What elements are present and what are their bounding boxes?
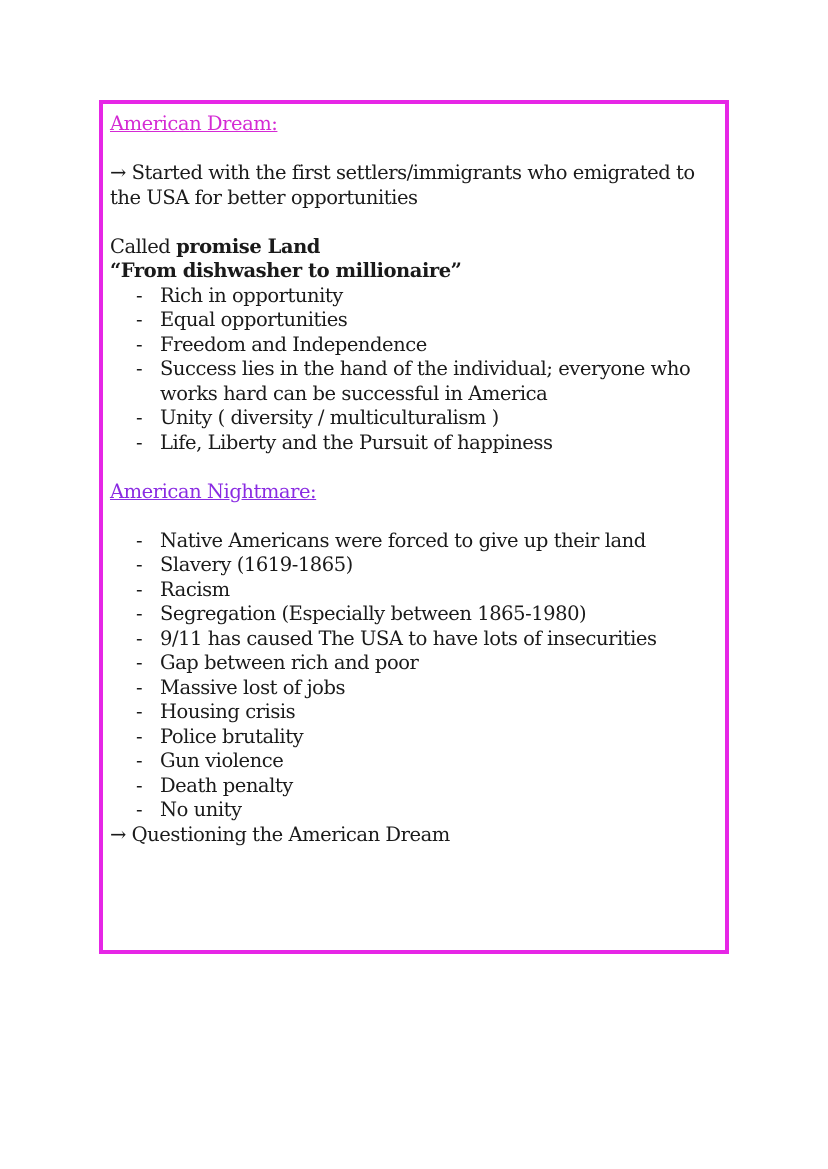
document-frame xyxy=(99,100,729,954)
list-item: - Massive lost of jobs xyxy=(160,676,719,701)
list-item: - Native Americans were forced to give up their land xyxy=(160,529,719,554)
american-dream-heading: American Dream: xyxy=(110,112,278,135)
dream-quote-text: “From dishwasher to millionaire” xyxy=(110,259,462,282)
list-item: - Rich in opportunity xyxy=(160,284,719,309)
dream-quote xyxy=(110,259,719,284)
american-nightmare-heading: American Nightmare: xyxy=(110,479,317,503)
nightmare-list xyxy=(110,529,719,823)
spacer xyxy=(110,137,719,162)
dream-intro-line-1: → Started with the first settlers/immigrants who emigrated to xyxy=(110,161,695,184)
list-item: - Gap between rich and poor xyxy=(160,651,719,676)
dream-intro-line-2: the USA for better opportunities xyxy=(110,185,418,209)
spacer xyxy=(110,504,719,529)
nightmare-conclusion: → Questioning the American Dream xyxy=(110,822,450,846)
list-item: - Police brutality xyxy=(160,725,719,750)
list-item: - Unity ( diversity / multiculturalism ) xyxy=(160,406,719,431)
list-item: - Freedom and Independence xyxy=(160,333,719,358)
notes-content xyxy=(110,112,719,847)
called-prefix: Called xyxy=(110,234,177,258)
list-item: - Gun violence xyxy=(160,749,719,774)
list-item: - Housing crisis xyxy=(160,700,719,725)
list-item: - Life, Liberty and the Pursuit of happiness xyxy=(160,431,719,456)
called-line xyxy=(110,235,719,260)
dream-list xyxy=(110,284,719,456)
list-item: - Equal opportunities xyxy=(160,308,719,333)
list-item: - Slavery (1619-1865) xyxy=(160,553,719,578)
list-item: - Racism xyxy=(160,578,719,603)
spacer xyxy=(110,210,719,235)
list-item: - Segregation (Especially between 1865-1980) xyxy=(160,602,719,627)
list-item: - Death penalty xyxy=(160,774,719,799)
list-item: - 9/11 has caused The USA to have lots of insecurities xyxy=(160,627,719,652)
list-item: - No unity xyxy=(160,798,719,823)
list-item: - Success lies in the hand of the individual; everyone who works hard can be successful in America xyxy=(160,357,719,406)
spacer xyxy=(110,455,719,480)
promise-land-text: promise Land xyxy=(176,234,320,258)
